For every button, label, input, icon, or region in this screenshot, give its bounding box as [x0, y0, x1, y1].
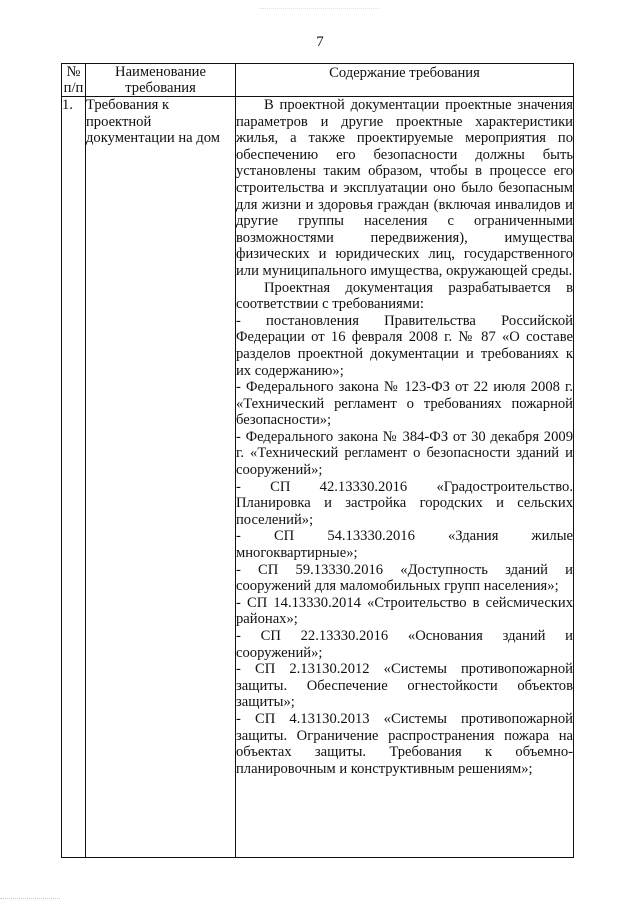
page-number: 7 [316, 34, 324, 50]
row-content [236, 97, 574, 858]
content-paragraph-1: В проектной документации проектные значения параметров и другие проектные характеристики жилья, а также проектируемые мероприятия по обеспечению его безопасности должны быть установлены таким образом, чтобы в процессе его строительства и эксплуатации оно было безопасным для жизни и здоровья граждан (включая инвалидов и другие группы населения с ограниченными возможностями передвижения), имущества физических и юридических лиц, государственного или муниципального имущества, окружающей среды. [236, 97, 573, 279]
scan-artifact-top [260, 6, 380, 9]
content-paragraph-2: Проектная документация разрабатывается в соответствии с требованиями: [236, 279, 573, 313]
header-number: № п/п [62, 64, 86, 97]
list-item: - СП 42.13330.2016 «Градостроительство. Планировка и застройка городских и сельских поселений»; [236, 478, 573, 528]
requirements-table [61, 63, 574, 858]
list-item: - Федерального закона № 123-ФЗ от 22 июля 2008 г. «Технический регламент о требованиях пожарной безопасности»; [236, 379, 573, 429]
scan-artifact-bottom [0, 894, 60, 899]
list-item: - СП 59.13330.2016 «Доступность зданий и сооружений для маломобильных групп населения»; [236, 561, 573, 595]
list-item: - Федерального закона № 384-ФЗ от 30 декабря 2009 г. «Технический регламент о безопасности зданий и сооружений»; [236, 428, 573, 479]
header-name: Наименование требования [86, 64, 236, 97]
list-item: - СП 4.13130.2013 «Системы противопожарной защиты. Ограничение распространения пожара на объектах защиты. Требования к объемно-планировочным и конструктивным решениям»; [236, 710, 573, 777]
list-item: - СП 54.13330.2016 «Здания жилые многоквартирные»; [236, 528, 573, 562]
list-item: - СП 14.13330.2014 «Строительство в сейсмических районах»; [236, 594, 573, 628]
list-item: - СП 2.13130.2012 «Системы противопожарной защиты. Обеспечение огнестойкости объектов защиты»; [236, 661, 573, 711]
list-item: - постановления Правительства Российской Федерации от 16 февраля 2008 г. № 87 «О составе разделов проектной документации и требованиях к их содержанию»; [236, 312, 573, 379]
header-content: Содержание требования [236, 64, 574, 97]
list-item: - СП 22.13330.2016 «Основания зданий и сооружений»; [236, 628, 573, 661]
row-number: 1. [62, 97, 86, 858]
table-header [62, 64, 574, 97]
row-name: Требования к проектной документации на дом [86, 97, 236, 858]
table-row [62, 97, 574, 858]
